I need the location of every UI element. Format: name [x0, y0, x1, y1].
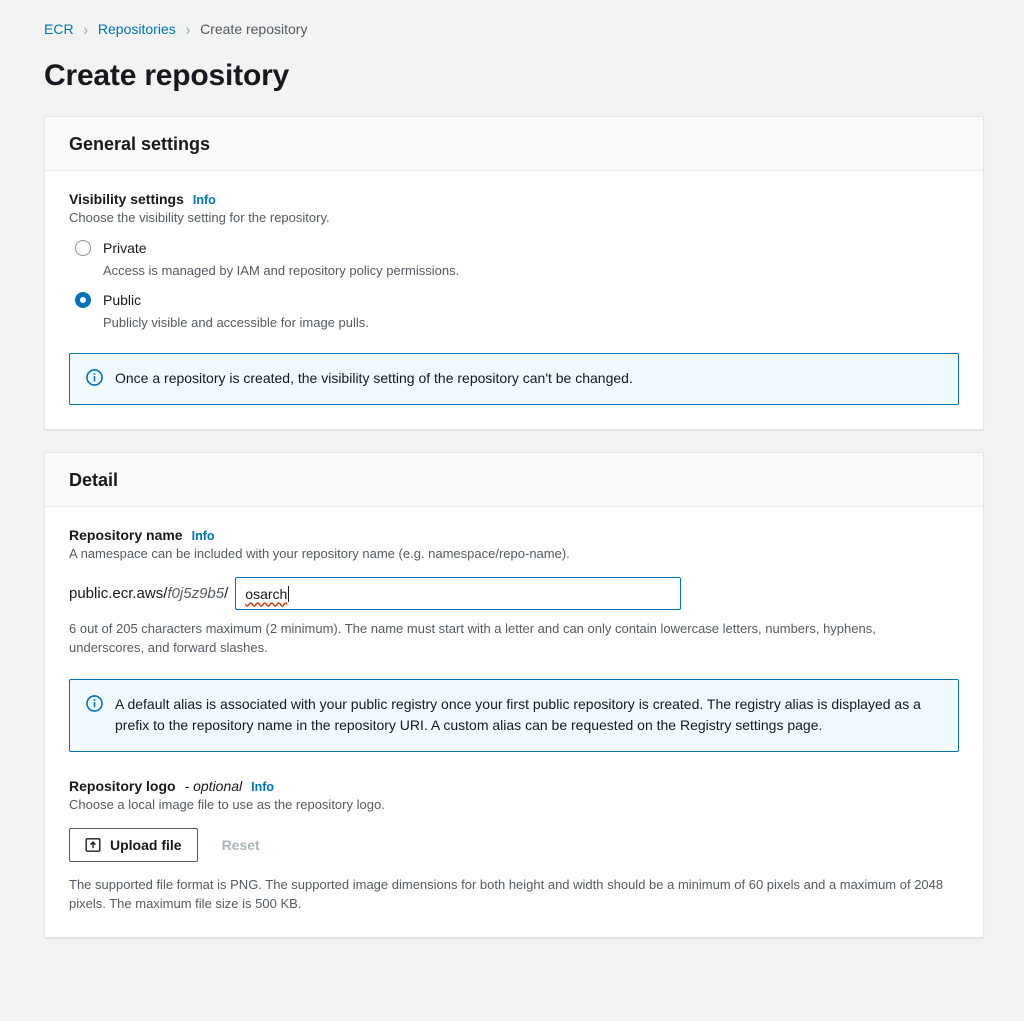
repository-name-description: A namespace can be included with your repository name (e.g. namespace/repo-name). [69, 546, 570, 562]
repository-uri-row [69, 577, 959, 610]
radio-private-description: Access is managed by IAM and repository policy permissions. [103, 262, 460, 278]
repository-name-info-link[interactable]: Info [191, 529, 215, 544]
breadcrumb-separator-icon: › [83, 19, 88, 39]
reset-button[interactable]: Reset [221, 837, 260, 854]
visibility-info-link[interactable]: Info [192, 193, 216, 207]
detail-header [45, 453, 983, 507]
radio-public-label: Public [103, 292, 142, 309]
detail-card [44, 452, 984, 938]
general-settings-header [45, 117, 983, 171]
repository-logo-hint: The supported file format is PNG. The supported image dimensions for both height and width should be a minimum of 60 pixels and a maximum of 2048 pixels. The maximum file size is 500 KB. [69, 877, 944, 912]
radio-private-label: Private [103, 240, 147, 256]
repository-name-label-text: Repository name [69, 527, 183, 544]
page-title: Create repository [44, 59, 290, 92]
repository-logo-label-text: Repository logo [69, 778, 176, 795]
repository-logo-label [69, 778, 959, 794]
general-settings-title: General settings [69, 134, 211, 154]
registry-alias-alert-text: A default alias is associated with your public registry once your first public repository is created. The registry alias is displayed as a prefix to the repository name in the repository URI. A custom alias can be requested on the Registry settings page. [115, 696, 921, 734]
repository-logo-controls [69, 828, 959, 862]
visibility-radio-group [69, 238, 959, 331]
repository-name-label [69, 527, 959, 543]
visibility-settings-label [69, 191, 959, 207]
breadcrumb-item-create-repository: Create repository [200, 21, 308, 37]
registry-alias-alert [69, 679, 959, 752]
radio-option-private[interactable] [69, 238, 959, 279]
radio-option-public[interactable] [69, 290, 959, 331]
visibility-immutable-alert [69, 353, 959, 405]
radio-public-description: Publicly visible and accessible for image pulls. [103, 314, 369, 330]
upload-icon [85, 837, 101, 853]
radio-private-icon[interactable] [75, 240, 91, 256]
general-settings-body [45, 171, 983, 429]
repository-name-input[interactable] [235, 577, 681, 610]
text-caret [288, 586, 289, 602]
uri-prefix-text: public.ecr.aws/ [69, 585, 168, 603]
repository-logo-section [69, 778, 959, 913]
visibility-settings-label-text: Visibility settings [69, 191, 184, 207]
general-settings-card [44, 116, 984, 430]
visibility-settings-description: Choose the visibility setting for the repository. [69, 210, 330, 225]
detail-title: Detail [69, 470, 119, 491]
radio-public-icon[interactable] [75, 292, 91, 308]
info-icon [86, 369, 103, 386]
upload-file-button[interactable] [69, 828, 198, 862]
breadcrumb [44, 18, 984, 40]
registry-alias-text: f0j5z9b5 [167, 585, 225, 603]
repository-name-constraint: 6 out of 205 characters maximum (2 minimum). The name must start with a letter and can only contain lowercase letters, numbers, hyphens, underscores, and forward slashes. [69, 621, 876, 656]
repository-logo-optional-text: - optional [184, 778, 243, 795]
info-icon [86, 695, 103, 712]
repository-logo-description: Choose a local image file to use as the repository logo. [69, 797, 385, 813]
repository-logo-info-link[interactable]: Info [251, 780, 275, 795]
breadcrumb-item-ecr[interactable]: ECR [44, 21, 74, 37]
visibility-immutable-alert-text: Once a repository is created, the visibility setting of the repository can't be changed. [115, 370, 633, 387]
breadcrumb-separator-icon: › [185, 19, 191, 39]
upload-file-button-label: Upload file [110, 837, 182, 854]
detail-body [45, 507, 983, 937]
breadcrumb-item-repositories[interactable]: Repositories [97, 21, 176, 37]
uri-separator-text: / [224, 585, 229, 603]
repository-name-input-value: osarch [245, 585, 288, 602]
